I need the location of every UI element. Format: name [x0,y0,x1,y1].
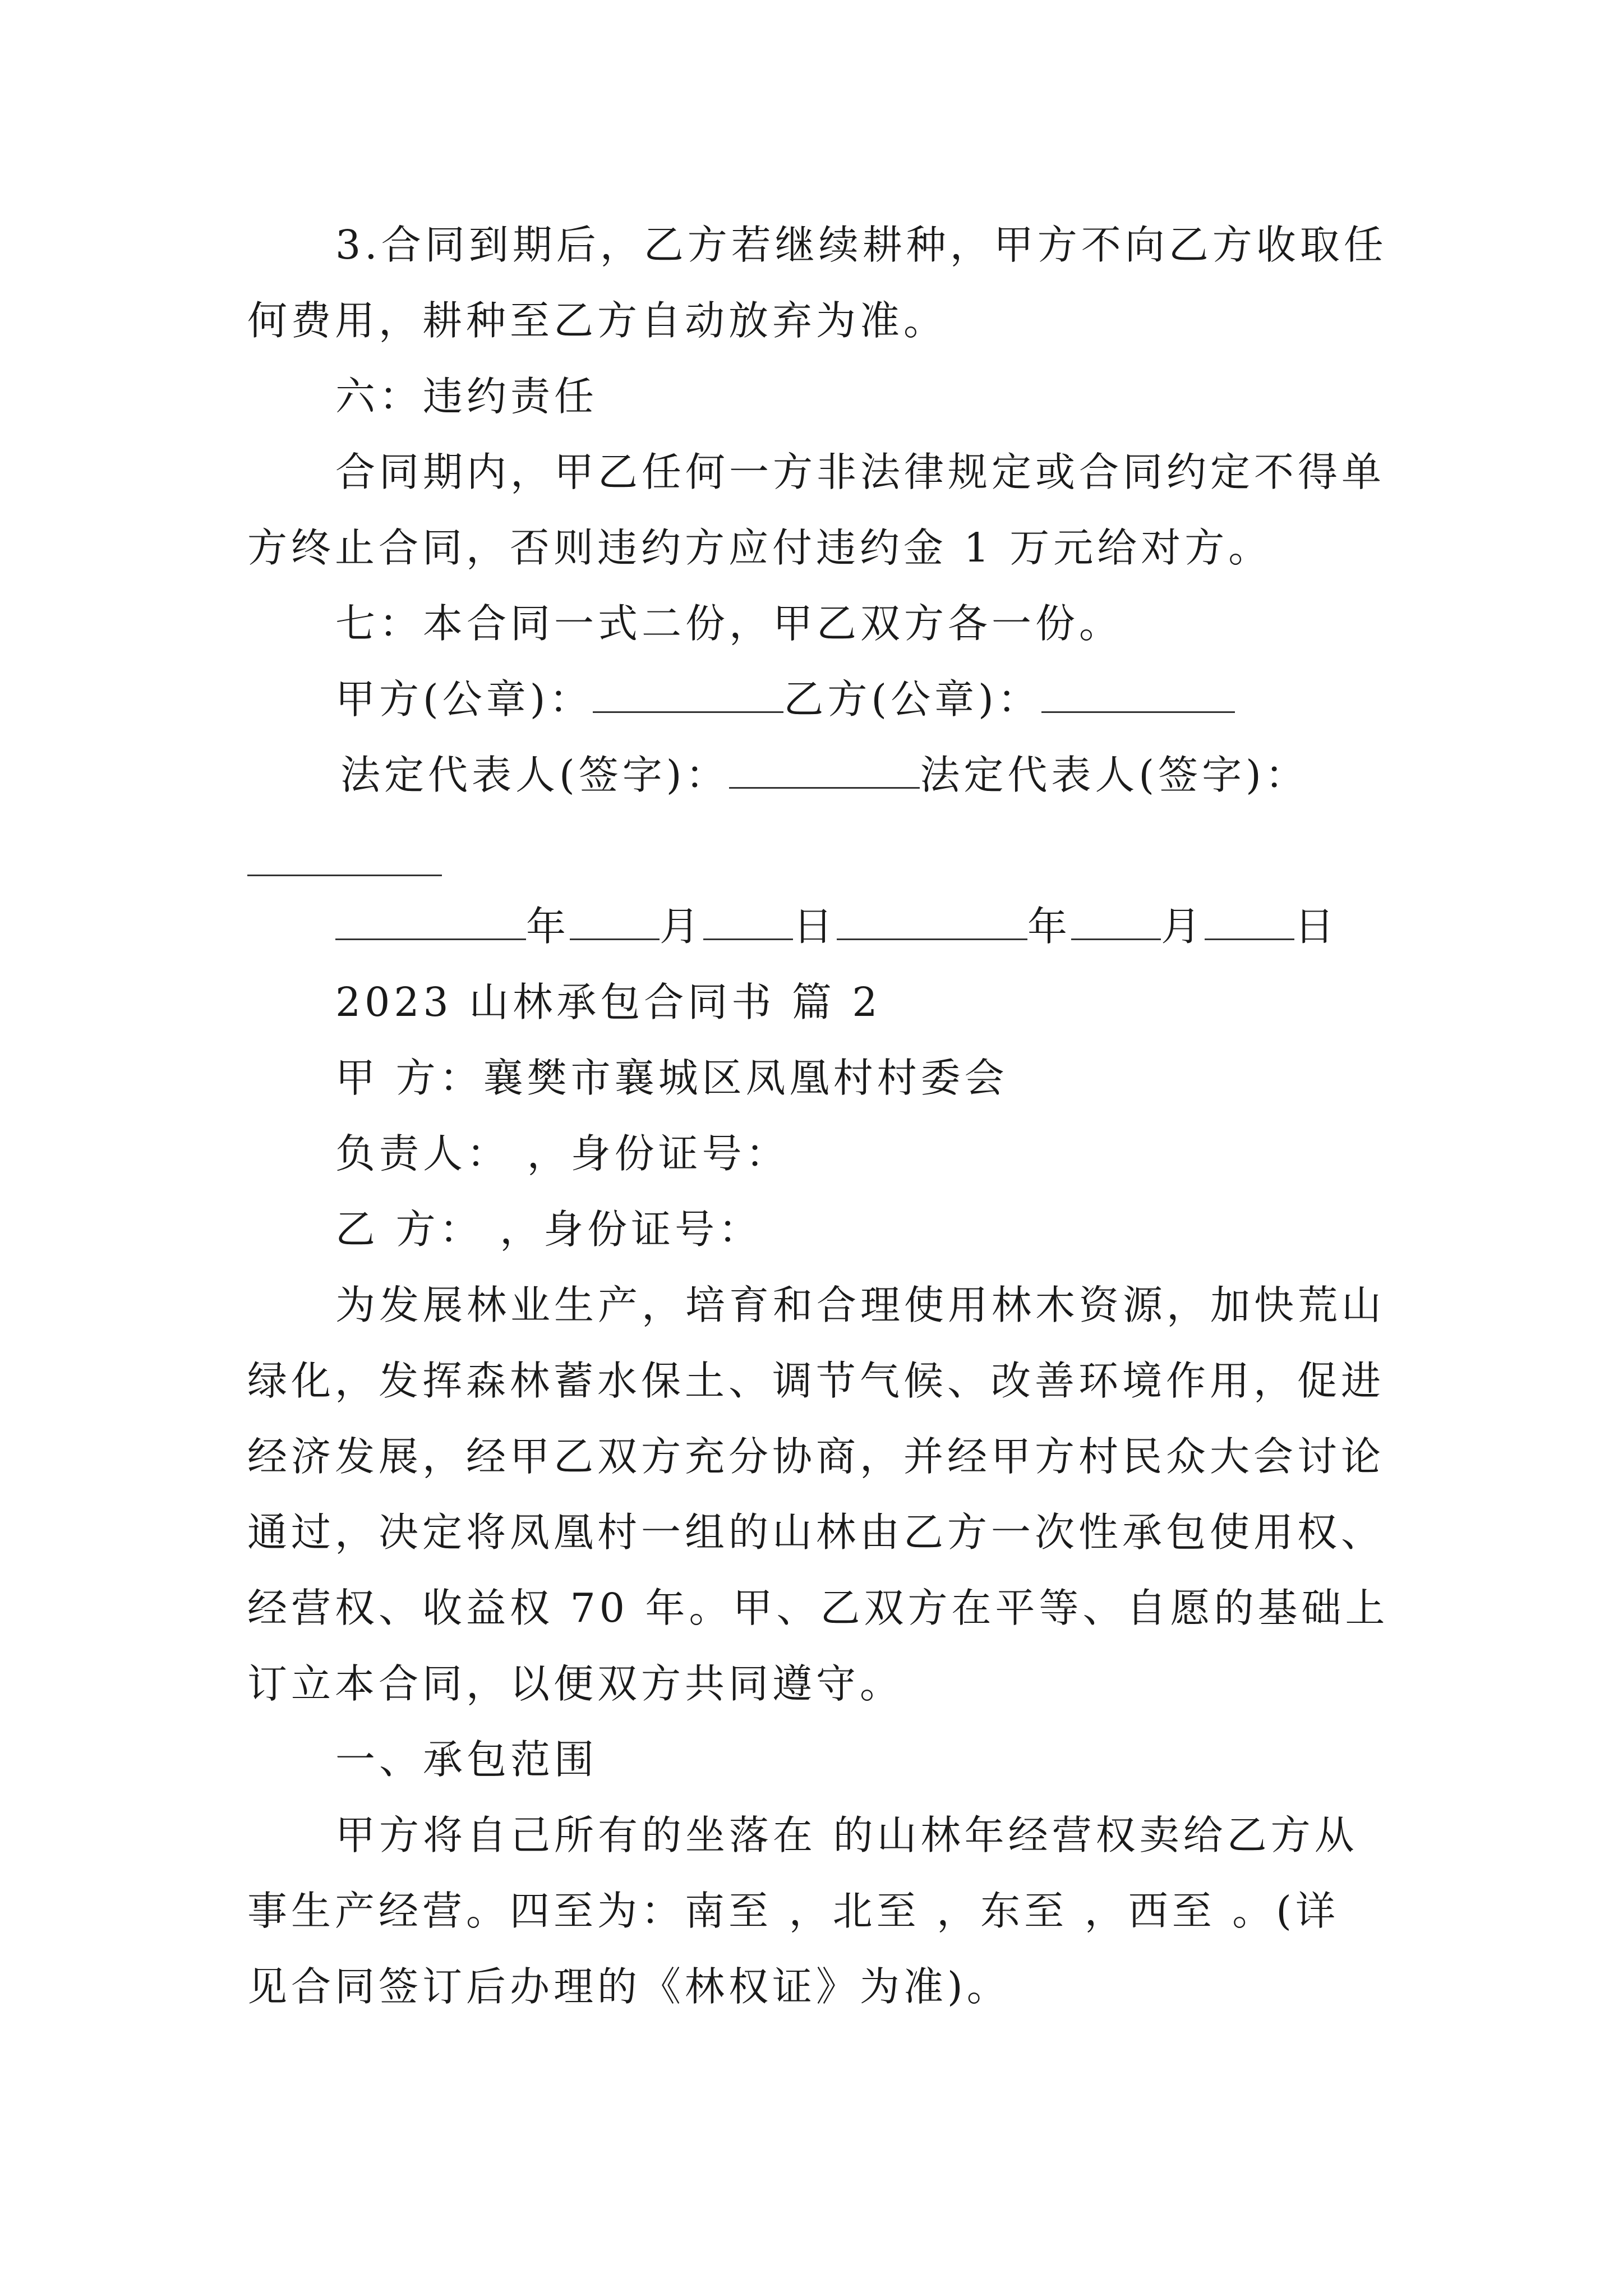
day-blank [1205,904,1294,940]
day-label: 日 [793,903,837,950]
text-line: 通过，决定将凤凰村一组的山林由乙方一次性承包使用权、 [247,1509,1385,1556]
year-label: 年 [1027,903,1072,950]
text-line: 经营权、收益权 70 年。甲、乙双方在平等、自愿的基础上 [247,1585,1389,1631]
text-line: 七：本合同一式二份，甲乙双方各一份。 [335,600,1123,647]
representative-line [340,750,1309,800]
text-line: 合同期内，甲乙任何一方非法律规定或合同约定不得单 [335,449,1386,495]
text-line: 事生产经营。四至为：南至 ，北至 ，东至 ，西至 。(详 [247,1888,1339,1934]
section-heading: 一、承包范围 [335,1736,598,1783]
text-line: 3.合同到期后，乙方若继续耕种，甲方不向乙方收取任 [335,222,1387,268]
text-line: 见合同签订后办理的《林权证》为准)。 [247,1963,1011,2010]
party-a-seal-blank [593,677,783,713]
text-line: 订立本合同，以便双方共同遵守。 [247,1660,904,1707]
day-label: 日 [1294,903,1339,950]
day-blank [703,904,793,940]
document-title: 2023 山林承包合同书 篇 2 [335,979,882,1025]
rep-b-blank [247,875,442,876]
text-line: 方终止合同，否则违约方应付违约金 1 万元给对方。 [247,524,1272,571]
month-label: 月 [1161,903,1205,950]
text-line: 绿化，发挥森林蓄水保土、调节气候、改善环境作用，促进 [247,1358,1385,1404]
party-b-seal-blank [1041,677,1235,713]
rep-a-label: 法定代表人(签字)： [340,752,730,798]
date-line [335,901,1338,952]
year-blank [837,904,1027,940]
text-line: 何费用，耕种至乙方自动放弃为准。 [247,297,948,344]
year-blank [335,904,526,940]
month-blank [1071,904,1161,940]
responsible-person-line: 负责人： ，身份证号： [335,1130,790,1177]
month-label: 月 [660,903,704,950]
text-line: 经济发展，经甲乙双方充分协商，并经甲方村民众大会讨论 [247,1433,1385,1480]
month-blank [570,904,660,940]
party-b-seal-label: 乙方(公章)： [783,676,1041,723]
party-b-line: 乙 方： ，身份证号： [335,1206,763,1253]
rep-b-label: 法定代表人(签字)： [920,752,1309,798]
party-a-seal-label: 甲方(公章)： [335,676,593,723]
section-heading: 六：违约责任 [335,373,598,420]
text-line: 甲方将自己所有的坐落在 的山林年经营权卖给乙方从 [335,1812,1358,1858]
year-label: 年 [526,903,570,950]
party-a-line: 甲 方：襄樊市襄城区凤凰村村委会 [335,1055,1008,1101]
text-line: 为发展林业生产，培育和合理使用林木资源，加快荒山 [335,1282,1386,1328]
rep-a-blank [729,752,920,789]
seal-line [335,674,1235,725]
